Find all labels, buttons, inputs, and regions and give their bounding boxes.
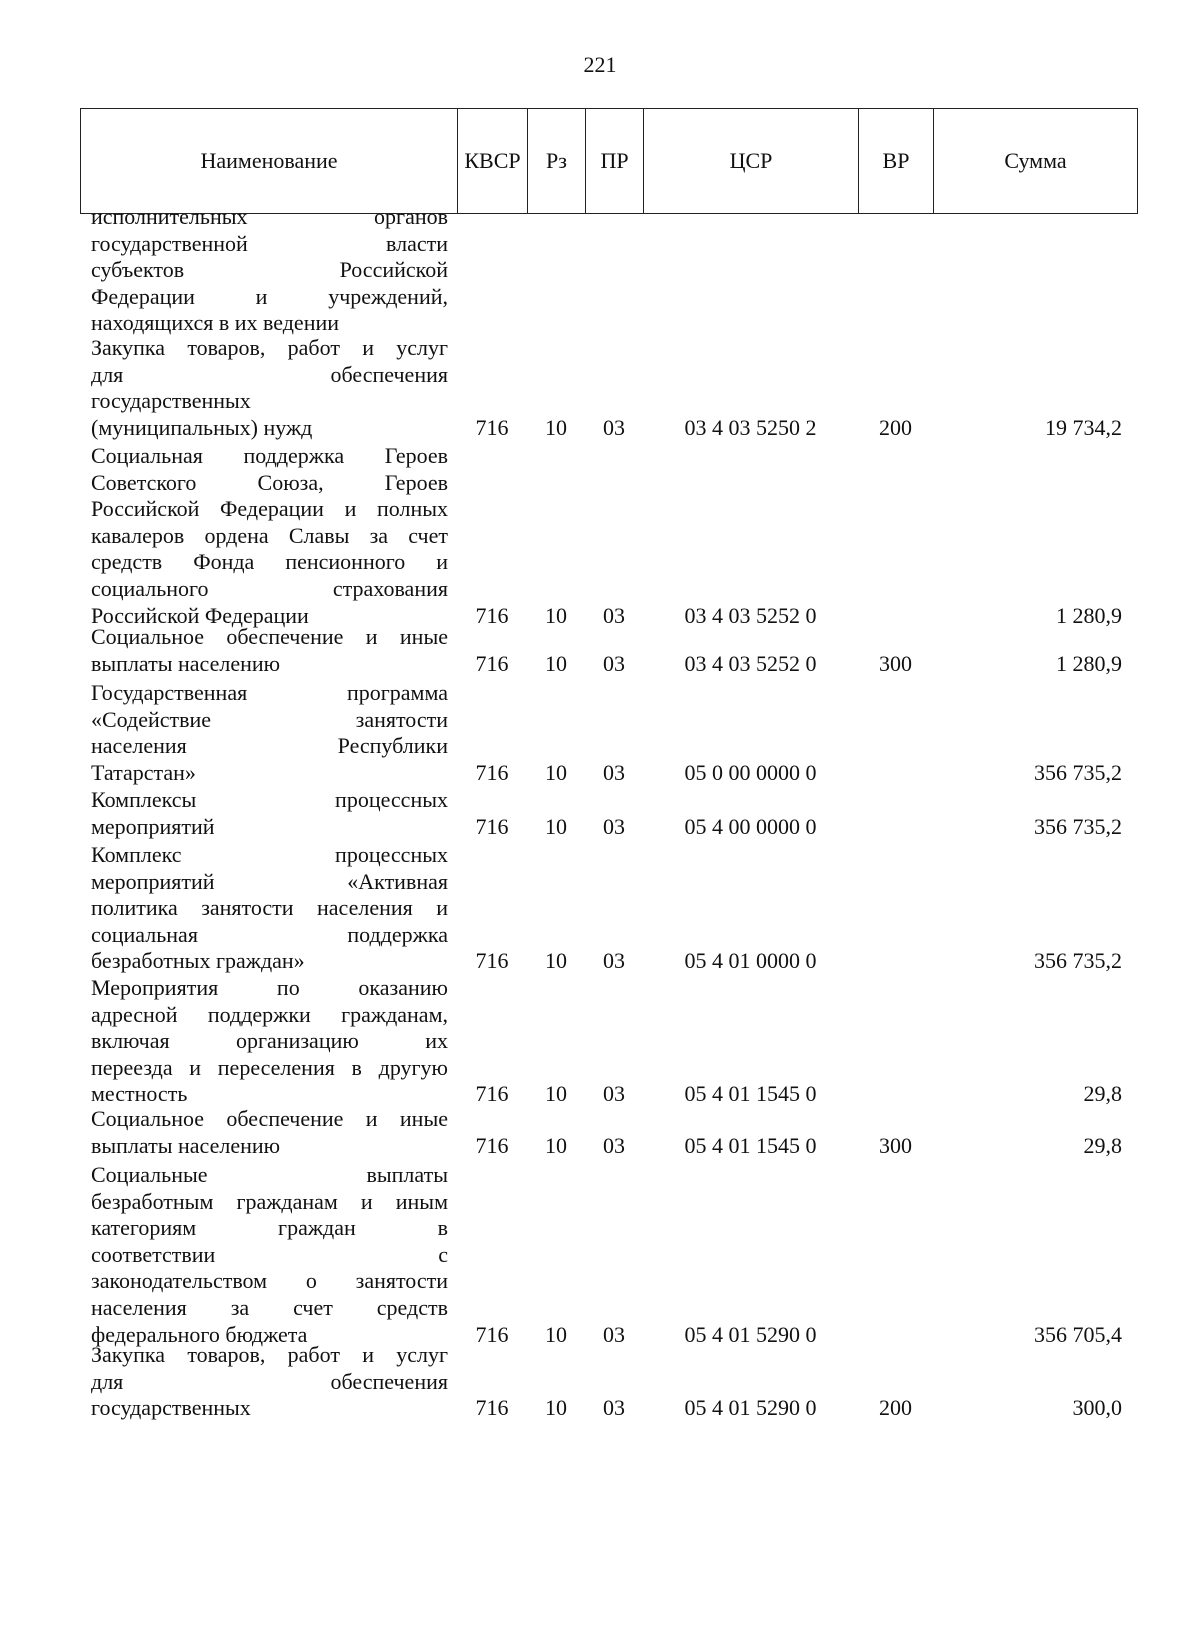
csr-cell: 05 4 01 5290 0 [684,1395,817,1421]
name-line: «Содействие занятости [91,706,448,732]
rz-cell: 10 [545,1321,567,1347]
table-row [0,680,1200,786]
name-cell [91,443,448,629]
name-line: населения Республики [91,733,448,759]
sum-cell: 1 280,9 [1056,602,1122,628]
name-line: кавалеров ордена Славы за счет [91,522,448,548]
rz-cell: 10 [545,759,567,785]
kvsr-cell: 716 [475,1321,509,1347]
name-line: выплаты населению [91,1132,281,1158]
table-row [0,335,1200,441]
rz-cell: 10 [545,414,567,440]
table-row [0,624,1200,677]
name-line: Комплексы процессных [91,787,448,812]
name-line: Закупка товаров, работ и услуг [91,1342,448,1367]
sum-cell: 300,0 [1072,1395,1122,1421]
name-cell [91,335,448,441]
pr-cell: 03 [603,414,625,440]
header-pr: ПР [586,109,644,214]
name-line: Государственная программа [91,680,448,705]
rz-cell: 10 [545,1132,567,1158]
kvsr-cell: 716 [475,1132,509,1158]
name-line: средств Фонда пенсионного и [91,549,448,575]
name-line: мероприятий «Активная [91,868,448,894]
name-line: Федерации и учреждений, [91,283,448,309]
name-cell [91,1342,448,1422]
pr-cell: 03 [603,1081,625,1107]
csr-cell: 05 0 00 0000 0 [684,759,817,785]
rz-cell: 10 [545,948,567,974]
csr-cell: 05 4 01 5290 0 [684,1321,817,1347]
name-cell [91,624,448,677]
name-line: мероприятий [91,813,215,839]
header-csr: ЦСР [644,109,859,214]
name-line: социальная поддержка [91,921,448,947]
table-row [0,443,1200,629]
header-name: Наименование [81,109,458,214]
kvsr-cell: 716 [475,1081,509,1107]
table-row [0,1342,1200,1422]
kvsr-cell: 716 [475,948,509,974]
name-line: местность [91,1081,188,1107]
name-line: Социальное обеспечение и иные [91,624,448,649]
name-line: адресной поддержки гражданам, [91,1001,448,1027]
csr-cell: 03 4 03 5252 0 [684,602,817,628]
table-row [0,842,1200,975]
name-line: безработных граждан» [91,948,305,974]
vr-cell: 300 [879,650,912,676]
name-line: Закупка товаров, работ и услуг [91,335,448,360]
pr-cell: 03 [603,813,625,839]
name-line: находящихся в их ведении [91,310,340,336]
name-line: включая организацию их [91,1028,448,1054]
kvsr-cell: 716 [475,759,509,785]
name-line: безработным гражданам и иным [91,1188,448,1214]
vr-cell: 200 [879,414,912,440]
sum-cell: 29,8 [1083,1081,1122,1107]
name-line: исполнительных органов [91,204,448,229]
name-cell [91,204,448,337]
pr-cell: 03 [603,948,625,974]
name-cell [91,975,448,1108]
kvsr-cell: 716 [475,1395,509,1421]
header-vr: ВР [859,109,934,214]
name-line: субъектов Российской [91,257,448,283]
name-line: категориям граждан в [91,1215,448,1241]
name-line: населения за счет средств [91,1294,448,1320]
table-row [0,975,1200,1108]
table-header [80,108,1138,214]
header-sum: Сумма [934,109,1138,214]
name-line: государственных [91,1395,251,1421]
table-row [0,1162,1200,1348]
name-line: Социальное обеспечение и иные [91,1106,448,1131]
name-line: Советского Союза, Героев [91,469,448,495]
kvsr-cell: 716 [475,813,509,839]
rz-cell: 10 [545,650,567,676]
name-line: для обеспечения [91,361,448,387]
csr-cell: 03 4 03 5252 0 [684,650,817,676]
name-line: Российской Федерации [91,602,309,628]
name-line: Татарстан» [91,759,196,785]
name-cell [91,680,448,786]
name-cell [91,1162,448,1348]
header-rz: Рз [528,109,586,214]
table-row [0,204,1200,337]
pr-cell: 03 [603,650,625,676]
csr-cell: 05 4 01 1545 0 [684,1081,817,1107]
csr-cell: 05 4 01 0000 0 [684,948,817,974]
name-cell [91,842,448,975]
sum-cell: 356 735,2 [1034,813,1122,839]
sum-cell: 29,8 [1083,1132,1122,1158]
name-line: федерального бюджета [91,1321,308,1347]
name-line: Мероприятия по оказанию [91,975,448,1000]
rz-cell: 10 [545,1081,567,1107]
sum-cell: 356 735,2 [1034,948,1122,974]
csr-cell: 05 4 01 1545 0 [684,1132,817,1158]
name-line: соответствии с [91,1241,448,1267]
page-number: 221 [583,52,617,77]
name-line: переезда и переселения в другую [91,1054,448,1080]
name-line: выплаты населению [91,650,281,676]
pr-cell: 03 [603,759,625,785]
pr-cell: 03 [603,1132,625,1158]
rz-cell: 10 [545,1395,567,1421]
rz-cell: 10 [545,813,567,839]
table-row [0,1106,1200,1159]
kvsr-cell: 716 [475,414,509,440]
name-line: Комплекс процессных [91,842,448,867]
name-cell [91,1106,448,1159]
pr-cell: 03 [603,1395,625,1421]
kvsr-cell: 716 [475,650,509,676]
name-line: законодательством о занятости [91,1268,448,1294]
csr-cell: 03 4 03 5250 2 [684,414,817,440]
name-line: Социальные выплаты [91,1162,448,1187]
sum-cell: 356 705,4 [1034,1321,1122,1347]
sum-cell: 1 280,9 [1056,650,1122,676]
rz-cell: 10 [545,602,567,628]
header-kvsr: КВСР [458,109,528,214]
pr-cell: 03 [603,602,625,628]
name-line: социального страхования [91,575,448,601]
table-row [0,787,1200,840]
vr-cell: 200 [879,1395,912,1421]
name-cell [91,787,448,840]
name-line: политика занятости населения и [91,895,448,921]
name-line: Социальная поддержка Героев [91,443,448,468]
csr-cell: 05 4 00 0000 0 [684,813,817,839]
name-line: (муниципальных) нужд [91,414,313,440]
name-line: государственной власти [91,230,448,256]
name-line: Российской Федерации и полных [91,496,448,522]
name-line: государственных [91,388,251,414]
vr-cell: 300 [879,1132,912,1158]
kvsr-cell: 716 [475,602,509,628]
name-line: для обеспечения [91,1368,448,1394]
sum-cell: 356 735,2 [1034,759,1122,785]
sum-cell: 19 734,2 [1045,414,1122,440]
pr-cell: 03 [603,1321,625,1347]
